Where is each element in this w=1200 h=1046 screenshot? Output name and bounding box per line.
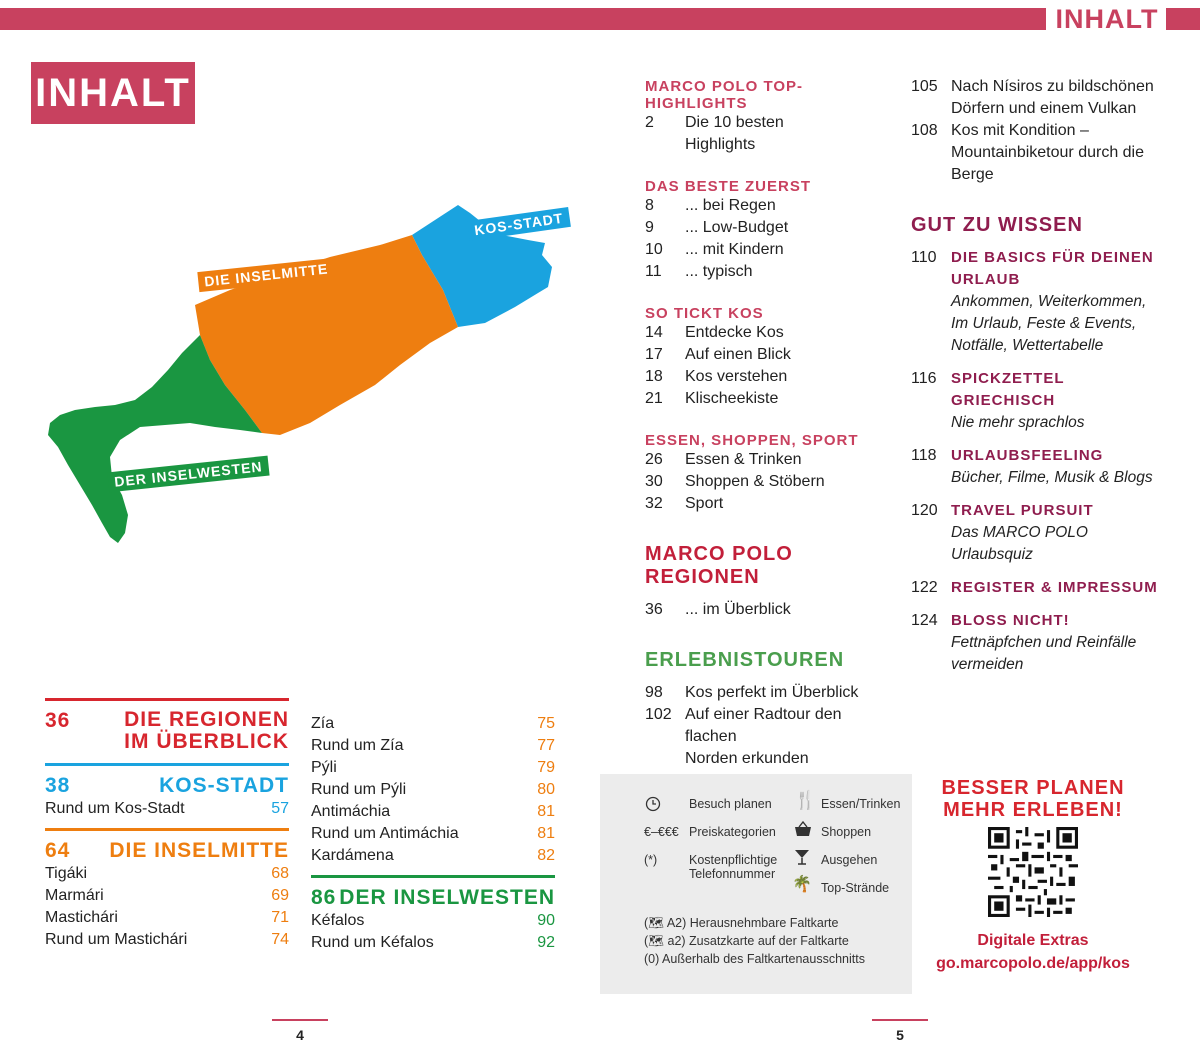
toc-title: TRAVEL PURSUIT	[951, 502, 1094, 519]
toc-text	[951, 247, 1171, 357]
promo-line: MEHR ERLEBEN!	[943, 799, 1123, 821]
list-item-name: Kéfalos	[311, 912, 365, 929]
toc-text: Essen & Trinken	[685, 451, 802, 468]
list-item-name: Antimáchia	[311, 803, 391, 820]
toc-line: Norden erkunden	[685, 750, 809, 767]
header-label: INHALT	[1055, 4, 1159, 34]
toc-text	[951, 368, 1171, 434]
toc-entry	[911, 76, 1171, 120]
inselmitte-page: 64	[45, 839, 71, 862]
legend-map-line: (🗺 a2) Zusatzkarte auf der Faltkarte	[644, 934, 849, 948]
list-item	[311, 757, 555, 779]
toc-title: SPICKZETTEL GRIECHISCH	[951, 370, 1065, 409]
legend-maps	[644, 914, 865, 968]
toc-subtitle: Im Urlaub, Feste & Events,	[951, 315, 1137, 332]
toc-text: Kos perfekt im Überblick	[685, 684, 859, 701]
toc-subtitle: Ankommen, Weiterkommen,	[951, 293, 1147, 310]
toc-line: Kos mit Kondition –	[951, 122, 1089, 139]
toc-entry	[645, 388, 895, 410]
list-item	[311, 735, 555, 757]
toc-line: Berge	[951, 166, 994, 183]
list-item-page: 90	[537, 912, 555, 929]
toc-entry	[645, 195, 895, 217]
toc-text: ... typisch	[685, 263, 753, 280]
toc-entry	[645, 449, 895, 471]
kos-stadt-title: KOS-STADT	[159, 774, 289, 797]
toc-middle	[645, 78, 895, 770]
toc-num: 102	[645, 706, 672, 723]
legend-beach: Top-Strände	[821, 881, 890, 895]
toc-subtitle: Bücher, Filme, Musik & Blogs	[951, 469, 1153, 486]
list-item	[311, 801, 555, 823]
toc-line: Nach Nísiros zu bildschönen	[951, 78, 1154, 95]
toc-entry	[911, 120, 1171, 186]
list-item-name: Mastichári	[45, 909, 118, 926]
toc-num: 2	[645, 114, 654, 131]
toc-text	[951, 445, 1171, 489]
inselwesten-page: 86	[311, 886, 337, 909]
clock-icon	[644, 794, 662, 817]
kos-stadt-page: 38	[45, 774, 71, 797]
toc-entry	[645, 322, 895, 344]
inselwesten-title: DER INSELWESTEN	[339, 886, 555, 909]
list-item-name: Zía	[311, 715, 335, 732]
list-item-page: 71	[271, 909, 289, 926]
toc-text	[951, 120, 1171, 186]
promo-extras: Digitale Extras	[977, 932, 1089, 949]
toc-num: 98	[645, 684, 663, 701]
header-bar	[0, 8, 1046, 30]
page-title: INHALT	[31, 62, 195, 124]
toc-num: 105	[911, 78, 938, 95]
toc-entry	[645, 704, 895, 770]
section-heading-essen: ESSEN, SHOPPEN, SPORT	[645, 432, 859, 449]
toc-text: Entdecke Kos	[685, 324, 784, 341]
toc-text: Kos verstehen	[685, 368, 788, 385]
toc-entry	[645, 112, 895, 156]
divider	[311, 875, 555, 878]
list-item-page: 82	[537, 847, 555, 864]
list-item-name: Rund um Zía	[311, 737, 404, 754]
list-item	[45, 863, 289, 885]
toc-entry	[645, 344, 895, 366]
regions-column-1	[45, 698, 289, 951]
toc-entry	[645, 471, 895, 493]
list-item-page: 69	[271, 887, 289, 904]
toc-entry	[645, 261, 895, 283]
section-heading-highlights: MARCO POLO TOP-HIGHLIGHTS	[645, 78, 804, 112]
toc-num: 17	[645, 346, 663, 363]
list-item-name: Rund um Mastichári	[45, 931, 188, 948]
inselmitte-title: DIE INSELMITTE	[109, 839, 289, 862]
page-number-line	[272, 1019, 328, 1021]
toc-subtitle: Notfälle, Wettertabelle	[951, 337, 1104, 354]
toc-title: REGISTER & IMPRESSUM	[951, 579, 1158, 596]
toc-text: ... mit Kindern	[685, 241, 784, 258]
promo-url[interactable]: go.marcopolo.de/app/kos	[936, 955, 1130, 972]
list-item-name: Pýli	[311, 759, 337, 776]
list-item	[45, 929, 289, 951]
toc-title: URLAUBSFEELING	[951, 447, 1104, 464]
regions-overview-title: DIE REGIONEN IM ÜBERBLICK	[124, 708, 289, 753]
divider	[45, 828, 289, 831]
toc-num: 108	[911, 122, 938, 139]
toc-entry	[911, 577, 1171, 599]
toc-num: 26	[645, 451, 663, 468]
inselmitte-heading	[45, 839, 289, 863]
list-item-page: 75	[537, 715, 555, 732]
toc-num: 30	[645, 473, 663, 490]
map-label-inselwesten: DER INSELWESTEN	[107, 456, 269, 493]
list-item	[45, 798, 289, 820]
section-heading-touren: ERLEBNISTOUREN	[645, 649, 845, 671]
toc-entry	[911, 500, 1171, 566]
toc-num: 21	[645, 390, 663, 407]
page-number-left: 4	[296, 1027, 304, 1043]
toc-entry	[645, 366, 895, 388]
list-item-page: 79	[537, 759, 555, 776]
list-item	[311, 932, 555, 954]
list-item-name: Tigáki	[45, 865, 88, 882]
toc-entry	[645, 599, 895, 621]
toc-text: Shoppen & Stöbern	[685, 473, 825, 490]
legend-phone-symbol: (*)	[644, 853, 658, 867]
qr-code[interactable]	[988, 827, 1078, 917]
list-item-page: 80	[537, 781, 555, 798]
toc-num: 36	[645, 601, 663, 618]
toc-num: 124	[911, 612, 938, 629]
toc-text: ... Low-Budget	[685, 219, 789, 236]
toc-text	[951, 76, 1171, 120]
toc-num: 116	[911, 370, 937, 387]
legend-phone-line: Telefonnummer	[689, 867, 776, 881]
regions-overview-page: 36	[45, 709, 71, 732]
toc-text	[685, 112, 895, 156]
kos-stadt-heading	[45, 774, 289, 798]
list-item	[311, 845, 555, 867]
toc-line: Highlights	[685, 136, 756, 153]
legend-map-line: (🗺 A2) Herausnehmbare Faltkarte	[644, 916, 839, 930]
list-item	[311, 910, 555, 932]
toc-subtitle: Nie mehr sprachlos	[951, 414, 1085, 431]
toc-title: BLOSS NICHT!	[951, 612, 1070, 629]
legend-shop: Shoppen	[821, 825, 872, 839]
page-number-right: 5	[896, 1027, 904, 1043]
promo-line: BESSER PLANEN	[941, 777, 1125, 799]
list-item-name: Kardámena	[311, 847, 394, 864]
toc-entry	[911, 247, 1171, 357]
list-item-name: Rund um Antimáchia	[311, 825, 459, 842]
list-item-page: 74	[271, 931, 289, 948]
section-heading-beste: DAS BESTE ZUERST	[645, 178, 812, 195]
list-item	[45, 907, 289, 929]
list-item-page: 57	[271, 800, 289, 817]
fork-knife-icon: 🍴	[794, 790, 817, 810]
header-bar-end	[1166, 8, 1200, 30]
list-item-page: 81	[537, 803, 555, 820]
list-item-page: 92	[537, 934, 555, 951]
toc-line: Die 10 besten	[685, 114, 784, 131]
list-item-name: Marmári	[45, 887, 104, 904]
toc-text: ... im Überblick	[685, 601, 791, 618]
island-map	[40, 195, 560, 565]
legend-phone	[689, 853, 777, 881]
toc-title: URLAUB	[951, 271, 1021, 288]
list-item-name: Rund um Pýli	[311, 781, 407, 798]
toc-subtitle: Das MARCO POLO Urlaubsquiz	[951, 524, 1088, 563]
toc-num: 32	[645, 495, 663, 512]
list-item-page: 81	[537, 825, 555, 842]
toc-line: Mountainbiketour durch die	[951, 144, 1145, 161]
toc-num: 14	[645, 324, 663, 341]
list-item	[311, 779, 555, 801]
toc-text	[685, 704, 895, 770]
toc-text: ... bei Regen	[685, 197, 776, 214]
legend-out: Ausgehen	[821, 853, 878, 867]
toc-text	[951, 610, 1171, 676]
toc-num: 120	[911, 502, 938, 519]
list-item-page: 77	[537, 737, 555, 754]
toc-entry	[911, 368, 1171, 434]
toc-entry	[645, 493, 895, 515]
toc-title: DIE BASICS FÜR DEINEN	[951, 249, 1154, 266]
section-heading-tickt: SO TICKT KOS	[645, 305, 764, 322]
toc-num: 118	[911, 447, 937, 464]
toc-text: Klischeekiste	[685, 390, 779, 407]
cocktail-icon	[794, 848, 810, 871]
toc-num: 11	[645, 263, 662, 280]
legend-map-line: (0) Außerhalb des Faltkartenausschnitts	[644, 952, 865, 966]
regions-overview-heading	[45, 709, 289, 753]
toc-entry	[645, 217, 895, 239]
toc-entry	[645, 682, 895, 704]
map-label-inselmitte: DIE INSELMITTE	[197, 258, 335, 292]
toc-line: Auf einer Radtour den flachen	[685, 706, 842, 745]
divider	[45, 763, 289, 766]
toc-num: 110	[911, 249, 937, 266]
legend-price-symbol: €–€€€	[644, 825, 679, 839]
page-number-line	[872, 1019, 928, 1021]
promo-heading	[930, 777, 1136, 821]
toc-subtitle: Fettnäpfchen und Reinfälle	[951, 634, 1137, 651]
legend-price: Preiskategorien	[689, 825, 776, 839]
basket-icon	[793, 821, 813, 842]
toc-text: Sport	[685, 495, 724, 512]
toc-text	[951, 500, 1171, 566]
regions-column-2	[311, 713, 555, 954]
toc-text: Auf einen Blick	[685, 346, 791, 363]
toc-num: 9	[645, 219, 654, 236]
legend-box	[600, 774, 912, 994]
list-item	[311, 713, 555, 735]
toc-subtitle: vermeiden	[951, 656, 1024, 673]
toc-num: 122	[911, 579, 938, 596]
toc-entry	[645, 239, 895, 261]
list-item	[45, 885, 289, 907]
list-item	[311, 823, 555, 845]
toc-right	[911, 76, 1171, 676]
toc-entry	[911, 445, 1171, 489]
legend-eat: Essen/Trinken	[821, 797, 901, 811]
palm-tree-icon: 🌴	[792, 876, 812, 893]
toc-entry	[911, 610, 1171, 676]
map-label-kos-stadt: KOS-STADT	[467, 207, 570, 241]
list-item-name: Rund um Kéfalos	[311, 934, 434, 951]
list-item-name: Rund um Kos-Stadt	[45, 800, 185, 817]
legend-visit: Besuch planen	[689, 797, 772, 811]
inselwesten-heading	[311, 886, 555, 910]
toc-num: 10	[645, 241, 663, 258]
toc-line: Dörfern und einem Vulkan	[951, 100, 1137, 117]
list-item-page: 68	[271, 865, 289, 882]
section-heading-regionen: MARCO POLO REGIONEN	[645, 543, 793, 588]
toc-num: 18	[645, 368, 663, 385]
toc-num: 8	[645, 197, 654, 214]
divider	[45, 698, 289, 701]
section-heading-wissen: GUT ZU WISSEN	[911, 214, 1083, 236]
legend-phone-line: Kostenpflichtige	[689, 853, 778, 867]
